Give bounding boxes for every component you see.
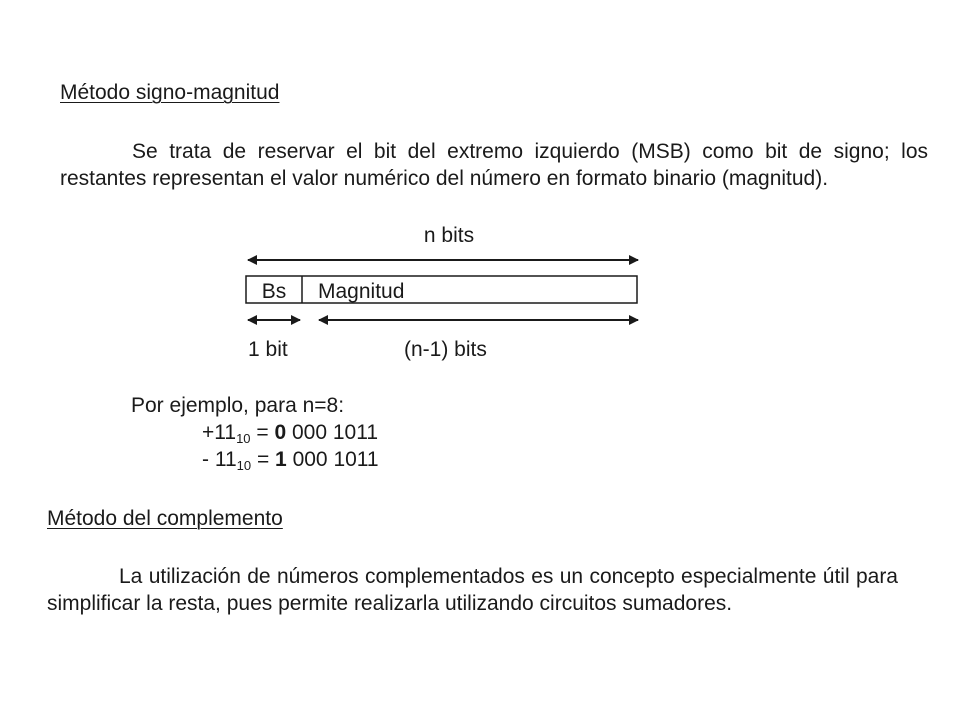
one-bit-label: 1 bit	[248, 338, 288, 361]
paragraph-signo-magnitud: Se trata de reservar el bit del extremo izquierdo (MSB) como bit de signo; los restantes representan el valor numérico del número en formato binario (magnitud).	[60, 140, 928, 190]
paragraph-complemento: La utilización de números complementados es un concepto especialmente útil para simplificar la resta, pues permite realizarla utilizando circuitos sumadores.	[47, 565, 898, 615]
section-heading-signo-magnitud: Método signo-magnitud	[60, 81, 280, 104]
example-positive-magnitude: 000 1011	[286, 421, 379, 444]
example-intro: Por ejemplo, para n=8:	[131, 394, 345, 417]
example-negative-equals: =	[251, 448, 276, 471]
example-negative-line	[202, 447, 379, 473]
example-negative-sign-bit: 1	[275, 448, 287, 471]
example-positive-base: 10	[236, 431, 251, 446]
example-positive-sign-bit: 0	[274, 421, 287, 444]
n-bits-label: n bits	[423, 224, 475, 247]
example-positive-line	[202, 420, 378, 446]
sign-bit-cell-label: Bs	[261, 280, 287, 303]
example-positive-equals: =	[250, 421, 275, 444]
n-minus-one-bits-label: (n-1) bits	[404, 338, 487, 361]
example-negative-value: - 11	[202, 448, 237, 471]
magnitude-cell-label: Magnitud	[318, 280, 405, 303]
register-box	[246, 276, 637, 303]
bit-layout-diagram	[230, 220, 660, 365]
section-heading-complemento: Método del complemento	[47, 507, 283, 530]
example-positive-value: +11	[202, 421, 237, 444]
example-negative-magnitude: 000 1011	[286, 448, 379, 471]
example-negative-base: 10	[236, 458, 252, 473]
